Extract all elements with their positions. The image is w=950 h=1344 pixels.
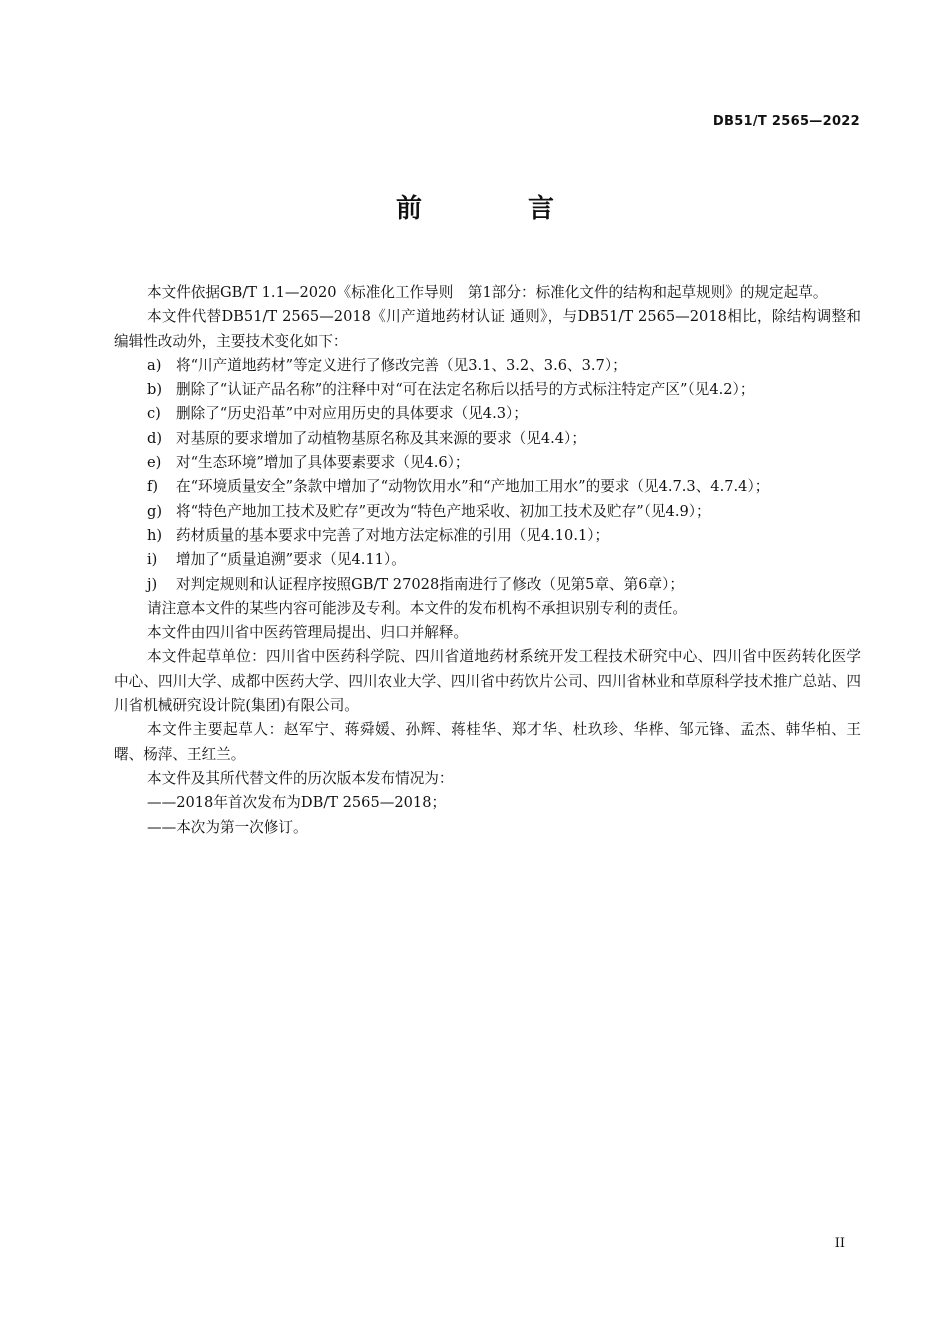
list-item [114, 427, 861, 451]
list-text: 对“生态环境”增加了具体要素要求（见4.6）； [176, 454, 470, 472]
patent-notice: 请注意本文件的某些内容可能涉及专利。本文件的发布机构不承担识别专利的责任。 [147, 599, 687, 617]
paragraph: 本文件依据GB/T 1.1—2020《标准化工作导则 第1部分：标准化文件的结构和起草规则》的规定起草。 [147, 284, 828, 301]
page-title: 前 言 [395, 194, 594, 224]
list-item [114, 573, 861, 597]
list-item [114, 500, 861, 524]
list-item [114, 402, 861, 426]
list-item [114, 354, 861, 378]
list-label: g) [147, 502, 163, 520]
list-text: 将“特色产地加工技术及贮存”更改为“特色产地采收、初加工技术及贮存”（见4.9）； [176, 502, 711, 520]
list-item [114, 378, 861, 402]
list-label: d) [147, 429, 163, 447]
list-item [114, 475, 861, 499]
history-item: ——本次为第一次修订。 [147, 818, 308, 836]
list-label: h) [147, 526, 163, 544]
list-label: f) [147, 478, 159, 496]
list-label: i) [147, 551, 158, 569]
list-item [114, 451, 861, 475]
list-text: 对基原的要求增加了动植物基原名称及其来源的要求（见4.4）； [176, 429, 586, 447]
list-item [114, 524, 861, 548]
list-label: c) [147, 405, 161, 423]
list-text: 对判定规则和认证程序按照GB/T 27028指南进行了修改（见第5章、第6章）； [176, 575, 684, 593]
page-number: II [834, 1236, 845, 1251]
history-item: ——2018年首次发布为DB/T 2565—2018； [147, 794, 447, 812]
history-intro: 本文件及其所代替文件的历次版本发布情况为： [147, 769, 454, 787]
list-text: 将“川产道地药材”等定义进行了修改完善（见3.1、3.2、3.6、3.7）； [176, 356, 627, 374]
drafting-units-paragraph: 本文件起草单位：四川省中医药科学院、四川省道地药材系统开发工程技术研究中心、四川省中医药转化医学中心、四川大学、成都中医药大学、四川农业大学、四川省中药饮片公司、四川省林业和草原科学技术推广总站、四川省机械研究设计院(集团)有限公司。 [114, 648, 861, 715]
paragraph: 本文件代替DB51/T 2565—2018《川产道地药材认证 通则》，与DB51/T 2565—2018相比，除结构调整和编辑性改动外，主要技术变化如下： [114, 308, 861, 350]
change-list [114, 354, 861, 597]
list-text: 删除了“认证产品名称”的注释中对“可在法定名称后以括号的方式标注特定产区”（见4.2）； [176, 381, 755, 399]
list-label: e) [147, 454, 162, 472]
standard-code: DB51/T 2565—2022 [712, 114, 860, 129]
list-text: 增加了“质量追溯”要求（见4.11）。 [176, 551, 406, 569]
list-item [114, 548, 861, 572]
proposer-paragraph: 本文件由四川省中医药管理局提出、归口并解释。 [147, 624, 469, 642]
list-label: a) [147, 356, 162, 374]
drafters-paragraph: 本文件主要起草人：赵军宁、蒋舜媛、孙辉、蒋桂华、郑才华、杜玖珍、华桦、邹元锋、孟杰、韩华柏、王曙、杨萍、王红兰。 [114, 721, 861, 763]
list-text: 在“环境质量安全”条款中增加了“动物饮用水”和“产地加工用水”的要求（见4.7.3、4.7.4）； [176, 478, 770, 496]
list-text: 删除了“历史沿革”中对应用历史的具体要求（见4.3）； [176, 405, 528, 423]
list-label: b) [147, 381, 163, 399]
document-body [114, 281, 861, 840]
list-text: 药材质量的基本要求中完善了对地方法定标准的引用（见4.10.1）； [176, 526, 610, 544]
list-label: j) [147, 575, 158, 593]
